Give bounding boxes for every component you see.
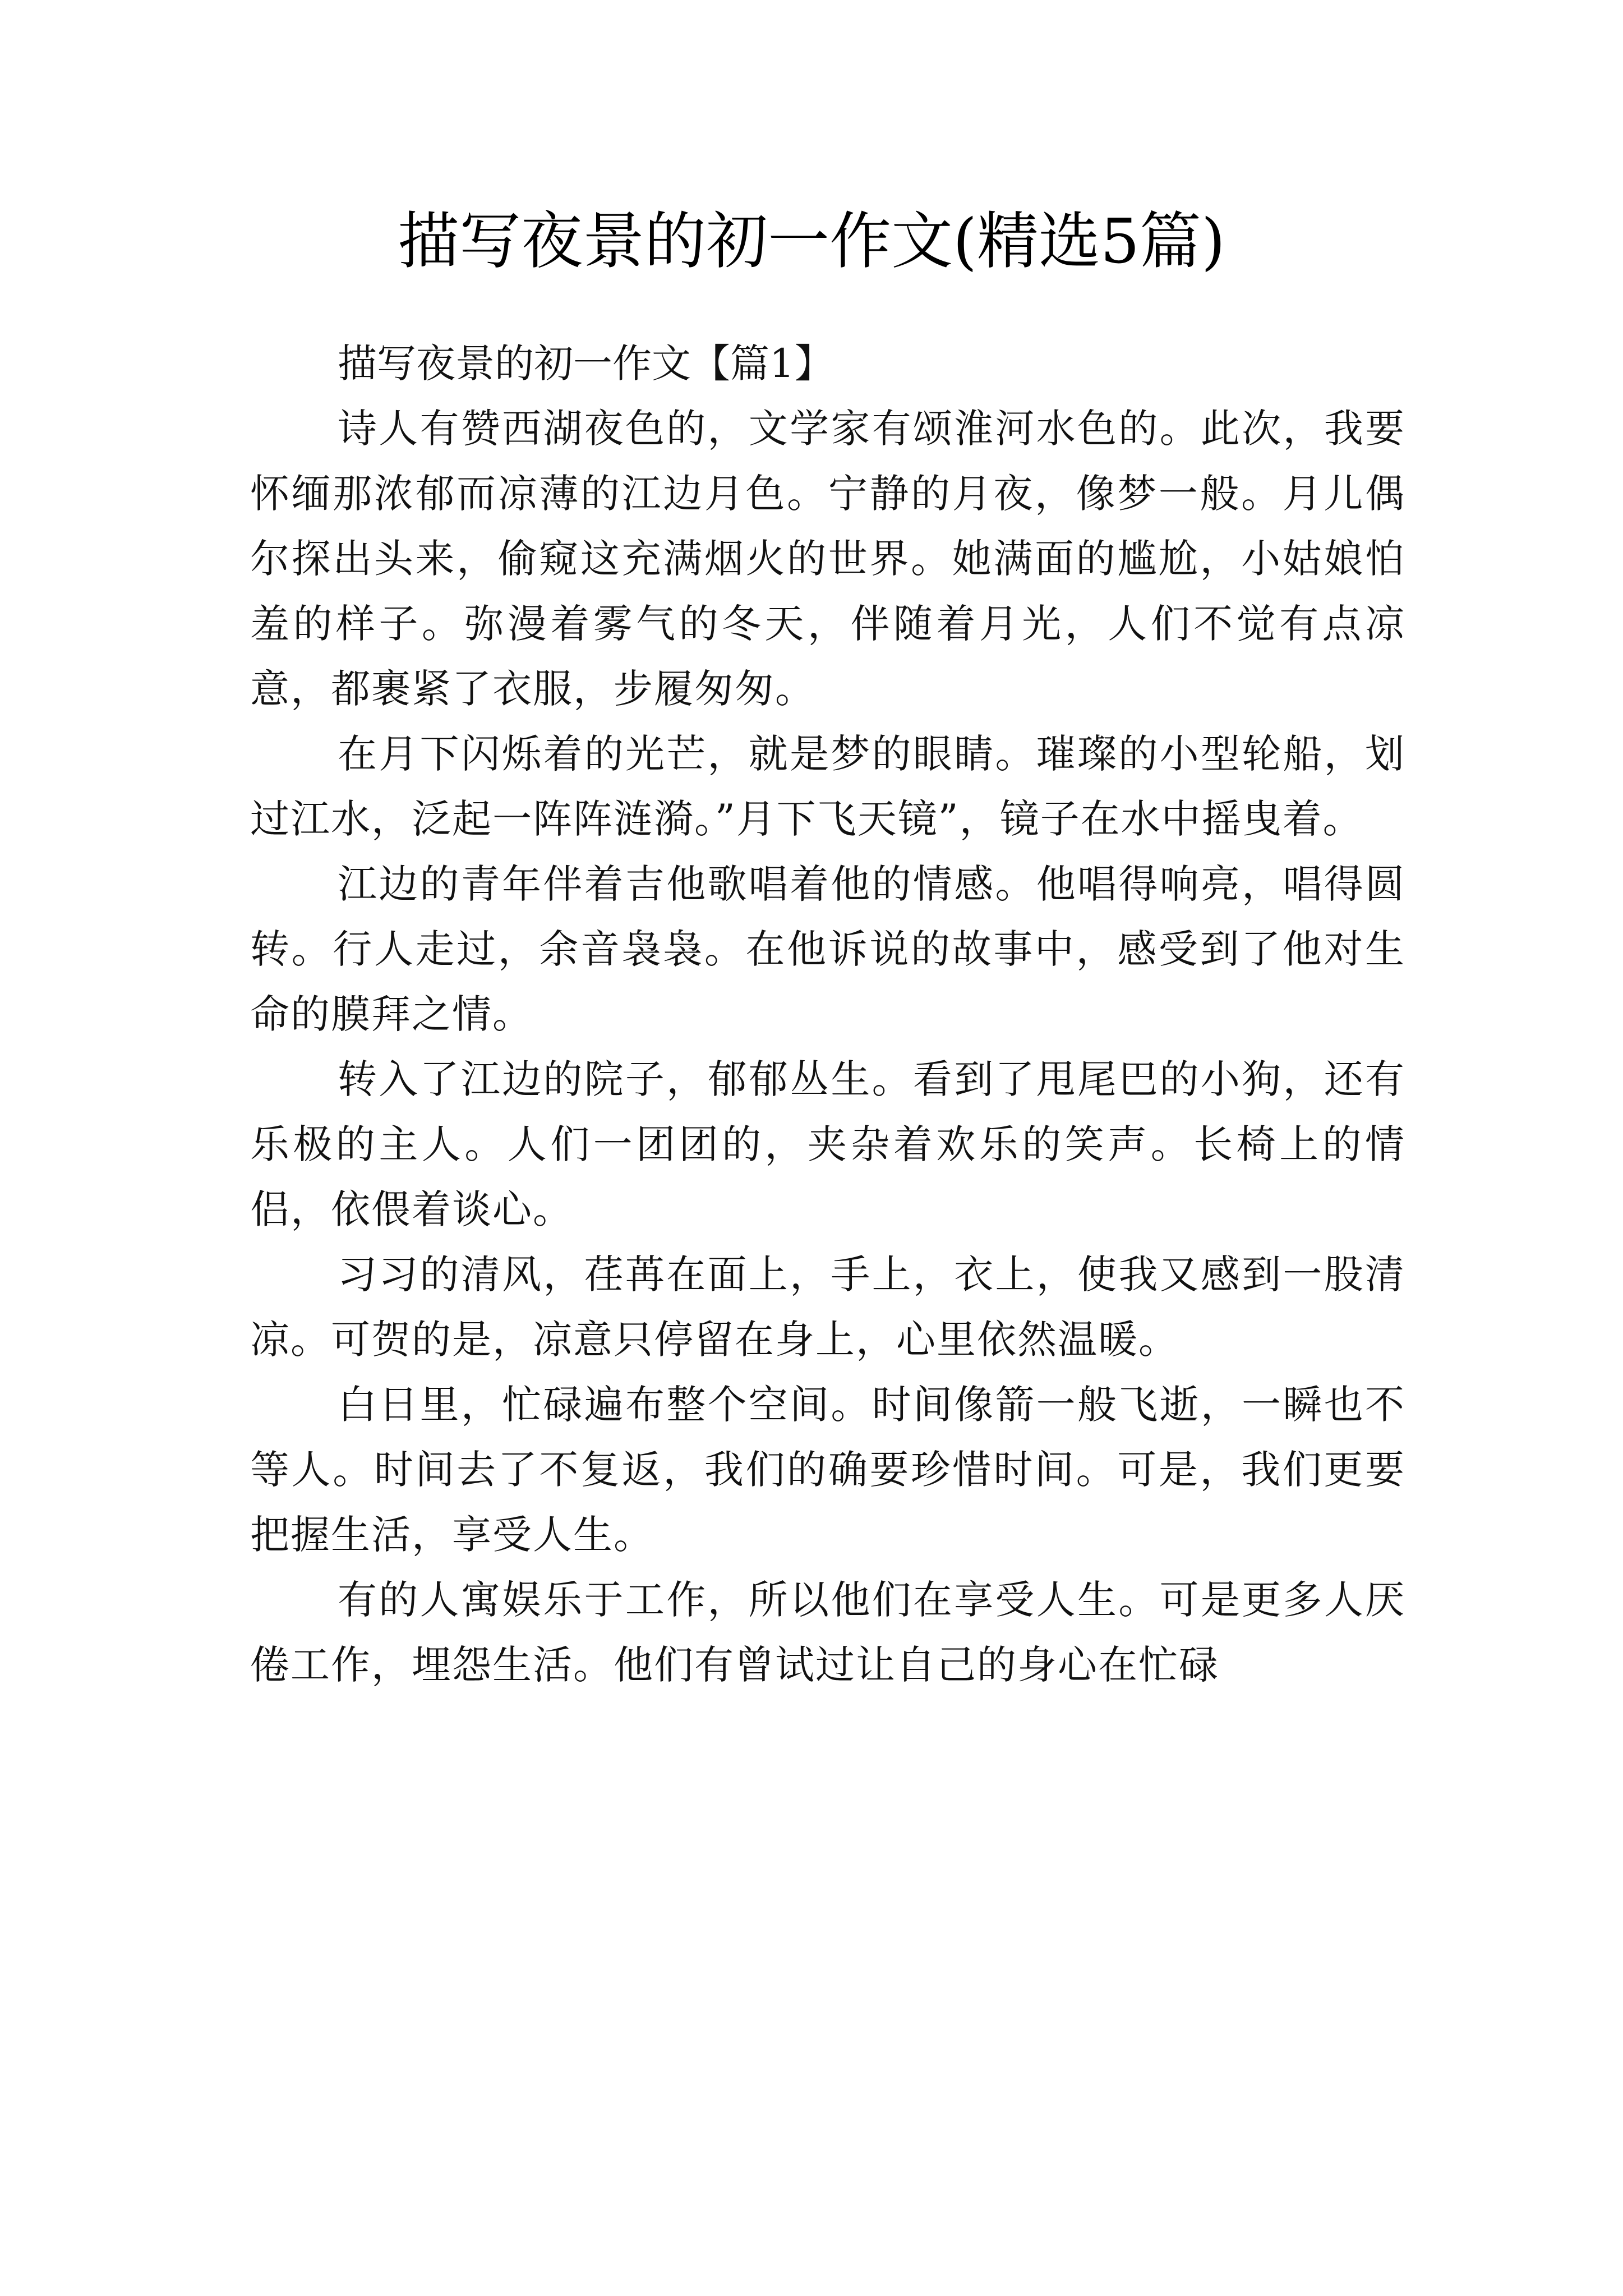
- section-heading: 描写夜景的初一作文【篇1】: [338, 341, 834, 386]
- paragraph-3: 江边的青年伴着吉他歌唱着他的情感。他唱得响亮，唱得圆转。行人走过，余音袅袅。在他诉说的故事中，感受到了他对生命的膜拜之情。: [250, 861, 1405, 1037]
- paragraph-6: 白日里，忙碌遍布整个空间。时间像箭一般飞逝，一瞬也不等人。时间去了不复返，我们的确要珍惜时间。可是，我们更要把握生活，享受人生。: [250, 1382, 1405, 1558]
- paragraph-1: 诗人有赞西湖夜色的，文学家有颂淮河水色的。此次，我要怀缅那浓郁而凉薄的江边月色。宁静的月夜，像梦一般。月儿偶尔探出头来，偷窥这充满烟火的世界。她满面的尴尬，小姑娘怕羞的样子。弥漫着雾气的冬天，伴随着月光，人们不觉有点凉意，都裹紧了衣服，步履匆匆。: [250, 406, 1405, 712]
- document-title: 描写夜景的初一作文(精选5篇): [398, 205, 1225, 277]
- paragraph-2: 在月下闪烁着的光芒，就是梦的眼睛。璀璨的小型轮船，划过江水，泛起一阵阵涟漪。”月下飞天镜”，镜子在水中摇曳着。: [250, 731, 1405, 842]
- document-body: [250, 331, 1405, 1697]
- paragraph-7: 有的人寓娱乐于工作，所以他们在享受人生。可是更多人厌倦工作，埋怨生活。他们有曾试过让自己的身心在忙碌: [250, 1577, 1405, 1688]
- paragraph-5: 习习的清风，荏苒在面上，手上，衣上，使我又感到一股清凉。可贺的是，凉意只停留在身上，心里依然温暖。: [250, 1251, 1405, 1363]
- paragraph-4: 转入了江边的院子，郁郁丛生。看到了甩尾巴的小狗，还有乐极的主人。人们一团团的，夹杂着欢乐的笑声。长椅上的情侣，依偎着谈心。: [250, 1056, 1405, 1232]
